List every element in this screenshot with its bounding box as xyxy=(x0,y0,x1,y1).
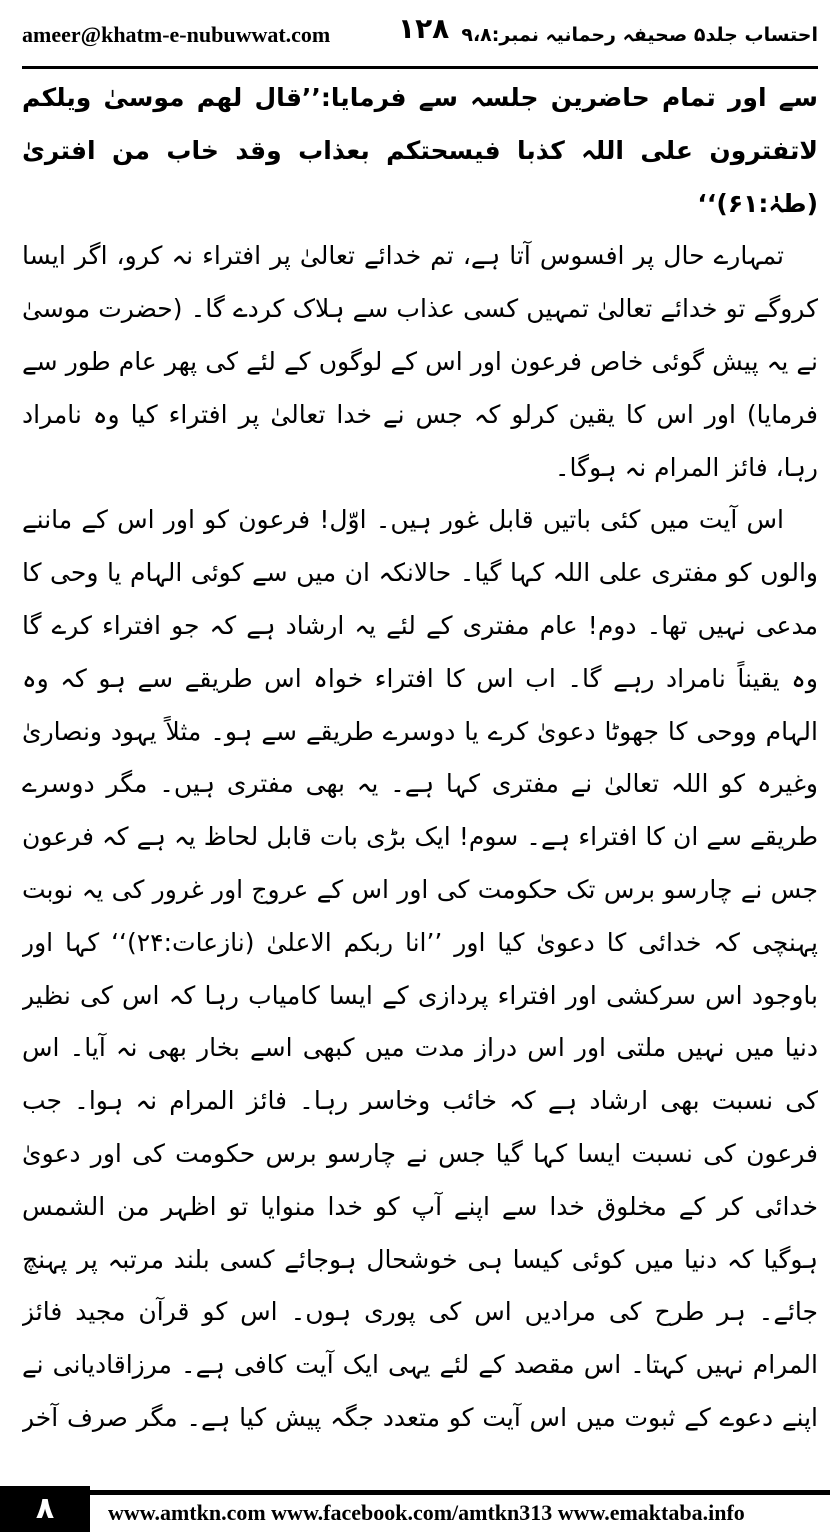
footer-divider xyxy=(90,1490,830,1495)
page-body xyxy=(22,72,818,1437)
page-footer xyxy=(0,1486,840,1532)
footer-page-number: ۸ xyxy=(0,1486,90,1532)
header-page-number: ۱۲۸ xyxy=(398,12,450,45)
paragraph-quote: سے اور تمام حاضرین جلسہ سے فرمایا:’’قال لھم موسیٰ ویلکم لاتفترون علی اللہ کذبا فیسحتکم بعذاب وقد خاب من افتریٰ (طہٰ:۶۱)‘‘ xyxy=(22,83,818,218)
header-email: ameer@khatm-e-nubuwwat.com xyxy=(22,22,331,47)
header-divider xyxy=(22,66,818,69)
paragraph-translation: تمہارے حال پر افسوس آتا ہے، تم خدائے تعالیٰ پر افتراء نہ کرو، اگر ایسا کروگے تو خدائے تعالیٰ تمہیں کسی عذاب سے ہلاک کردے گا۔ (حضرت موسیٰ نے یہ پیش گوئی خاص فرعون اور اس کے لوگوں کے لئے کی پھر عام طور سے فرمایا) اور اس کا یقین کرلو کہ جس نے خدا تعالیٰ پر افتراء کیا وہ نامراد رہا، فائز المرام نہ ہوگا۔ xyxy=(22,241,818,482)
paragraph-commentary: اس آیت میں کئی باتیں قابل غور ہیں۔ اوّل! فرعون کو اور اس کے ماننے والوں کو مفتری علی اللہ کہا گیا۔ حالانکہ ان میں سے کوئی الہام یا وحی کا مدعی نہیں تھا۔ دوم! عام مفتری کے لئے یہ ارشاد ہے کہ جو افتراء کرے گا وہ یقیناً نامراد رہے گا۔ اب اس کا افتراء خواہ اس طریقے سے ہو کہ وہ الہام ووحی کا جھوٹا دعویٰ کرے یا دوسرے طریقے سے ہو۔ مثلاً یہود ونصاریٰ وغیرہ کو اللہ تعالیٰ نے مفتری کہا ہے۔ یہ بھی مفتری ہیں۔ مگر دوسرے طریقے سے ان کا افتراء ہے۔ سوم! ایک بڑی بات قابل لحاظ یہ ہے کہ فرعون جس نے چارسو برس تک حکومت کی اور اس کے عروج اور غرور کی یہ نوبت پہنچی کہ خدائی کا دعویٰ کیا اور ’’انا ربکم الاعلیٰ (نازعات:۲۴)‘‘ کہا اور باوجود اس سرکشی اور افتراء پردازی کے ایسا کامیاب رہا کہ اس کی نظیر دنیا میں نہیں ملتی اور اس دراز مدت میں کبھی اسے بخار بھی نہ آیا۔ اس کی نسبت بھی ارشاد ہے کہ خائب وخاسر رہا۔ فائز المرام نہ ہوا۔ جب فرعون کی نسبت ایسا کہا گیا جس نے چارسو برس حکومت کی اور دعویٰ خدائی کر کے مخلوق خدا سے اپنے آپ کو خدا منوایا تو اظہر من الشمس ہوگیا کہ دنیا میں کوئی کیسا ہی خوشحال ہوجائے کسی بلند مرتبہ پر پہنچ جائے۔ ہر طرح کی مرادیں اس کی پوری ہوں۔ اس کو قرآن مجید فائز المرام نہیں کہتا۔ اس مقصد کے لئے یہی ایک آیت کافی ہے۔ مرزاقادیانی نے اپنے دعوے کے ثبوت میں اس آیت کو متعدد جگہ پیش کیا ہے۔ مگر صرف آخر xyxy=(22,505,818,1432)
header-source-title: احتساب جلد۵ صحیفہ رحمانیہ نمبر:۹،۸ xyxy=(461,24,818,46)
footer-links: www.amtkn.com www.facebook.com/amtkn313 www.emaktaba.info xyxy=(108,1500,745,1525)
